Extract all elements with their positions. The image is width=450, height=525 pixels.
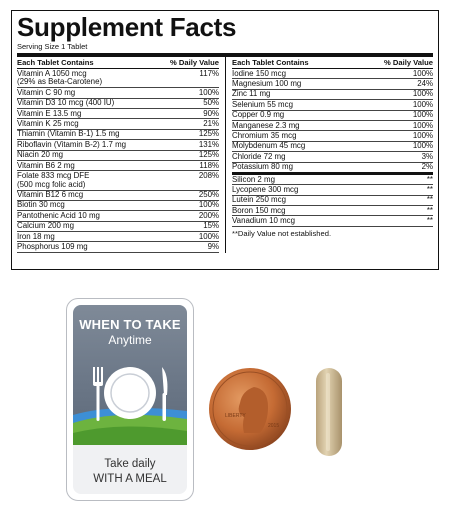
nutrient-daily-value: 100% — [198, 200, 219, 210]
nutrient-row — [232, 90, 433, 100]
badge-inner — [73, 305, 187, 494]
badge-subheading: Anytime — [108, 333, 152, 347]
nutrient-daily-value: 100% — [412, 110, 433, 120]
nutrient-row — [232, 111, 433, 121]
badge-instruction: Take daily — [104, 458, 156, 470]
nutrient-daily-value: ** — [426, 174, 433, 184]
nutrient-row — [232, 206, 433, 216]
nutrient-name: Riboflavin (Vitamin B-2) 1.7 mg — [17, 139, 127, 149]
nutrient-name: Niacin 20 mg — [17, 150, 64, 160]
nutrient-name: Lycopene 300 mcg — [232, 184, 299, 194]
nutrient-name: Chromium 35 mcg — [232, 130, 297, 140]
nutrient-row — [232, 185, 433, 195]
nutrient-name: Selenium 55 mcg — [232, 99, 293, 109]
nutrient-daily-value: 100% — [412, 130, 433, 140]
nutrient-name: Vitamin A 1050 mcg (29% as Beta-Carotene) — [17, 68, 103, 87]
nutrient-name: Silicon 2 mg — [232, 174, 275, 184]
nutrient-daily-value: 100% — [198, 231, 219, 241]
coin-liberty: LIBERTY — [225, 413, 246, 419]
nutrient-row — [17, 232, 219, 242]
nutrient-daily-value: 50% — [203, 98, 219, 108]
nutrient-name: Potassium 80 mg — [232, 162, 293, 172]
nutrient-name: Lutein 250 mcg — [232, 195, 286, 205]
right-column-header — [232, 57, 433, 69]
left-rows — [17, 69, 219, 253]
nutrient-row — [17, 88, 219, 98]
nutrient-row — [17, 191, 219, 201]
nutrient-name: Vitamin D3 10 mcg (400 IU) — [17, 98, 115, 108]
badge-heading: WHEN TO TAKE — [79, 317, 181, 332]
nutrient-row — [232, 79, 433, 89]
when-to-take-badge — [66, 298, 194, 501]
coin-year: 2015 — [268, 423, 280, 429]
nutrient-name: Folate 833 mcg DFE (500 mcg folic acid) — [17, 170, 90, 189]
nutrient-name: Pantothenic Acid 10 mg — [17, 210, 100, 220]
nutrient-daily-value: 250% — [198, 190, 219, 200]
nutrient-row — [17, 242, 219, 252]
nutrient-name: Vanadium 10 mcg — [232, 216, 296, 226]
nutrient-row — [17, 69, 219, 88]
nutrient-name: Vitamin B12 6 mcg — [17, 190, 84, 200]
multivitamin-tablet — [314, 367, 344, 457]
nutrient-name: Biotin 30 mcg — [17, 200, 65, 210]
nutrient-daily-value: ** — [426, 184, 433, 194]
nutrient-name: Manganese 2.3 mg — [232, 120, 300, 130]
nutrient-row — [232, 131, 433, 141]
panel-title: Supplement Facts — [17, 12, 237, 42]
nutrient-name: Iodine 150 mcg — [232, 68, 286, 78]
nutrient-daily-value: 21% — [203, 118, 219, 128]
plate-icon — [104, 367, 156, 419]
left-column-header — [17, 57, 219, 69]
nutrient-row — [232, 142, 433, 152]
nutrient-daily-value: 117% — [199, 68, 219, 78]
badge-instruction-meal: WITH A MEAL — [93, 473, 167, 485]
right-rows-minerals — [232, 69, 433, 175]
nutrient-daily-value: ** — [426, 205, 433, 215]
nutrient-row — [17, 201, 219, 211]
nutrient-name: Zinc 11 mg — [232, 89, 271, 99]
nutrient-row — [17, 130, 219, 140]
left-header-dv: % Daily Value — [170, 58, 219, 67]
nutrient-daily-value: 90% — [203, 108, 219, 118]
meal-illustration — [73, 353, 187, 445]
nutrient-name: Thiamin (Vitamin B-1) 1.5 mg — [17, 129, 120, 139]
nutrient-daily-value: 100% — [412, 99, 433, 109]
nutrient-daily-value: 100% — [412, 120, 433, 130]
nutrient-row — [232, 69, 433, 79]
nutrient-name: Vitamin E 13.5 mg — [17, 108, 82, 118]
nutrient-row — [17, 151, 219, 161]
nutrient-name: Vitamin C 90 mg — [17, 87, 76, 97]
nutrient-row — [17, 161, 219, 171]
right-column — [225, 57, 433, 253]
left-column — [17, 57, 225, 253]
nutrient-daily-value: ** — [426, 195, 433, 205]
right-header-dv: % Daily Value — [384, 58, 433, 67]
right-header-name: Each Tablet Contains — [232, 58, 309, 67]
nutrient-name: Molybdenum 45 mcg — [232, 141, 306, 151]
nutrient-row — [17, 140, 219, 150]
right-rows-other — [232, 175, 433, 227]
nutrient-name: Calcium 200 mg — [17, 221, 75, 231]
nutrient-row — [232, 152, 433, 162]
nutrient-name: Boron 150 mcg — [232, 205, 286, 215]
nutrient-name: Magnesium 100 mg — [232, 78, 302, 88]
nutrient-daily-value: 2% — [421, 162, 433, 172]
supplement-facts-panel — [11, 10, 439, 270]
nutrient-daily-value: 9% — [207, 242, 219, 252]
nutrient-daily-value: 118% — [199, 160, 219, 170]
footnote: **Daily Value not established. — [232, 228, 332, 238]
nutrient-row — [232, 175, 433, 185]
nutrient-daily-value: 100% — [198, 87, 219, 97]
nutrient-row — [17, 211, 219, 221]
nutrient-row — [17, 109, 219, 119]
nutrient-daily-value: 100% — [412, 89, 433, 99]
nutrient-row — [232, 121, 433, 131]
nutrient-name: Chloride 72 mg — [232, 151, 286, 161]
facts-columns — [17, 57, 433, 253]
nutrient-name: Copper 0.9 mg — [232, 110, 285, 120]
nutrient-daily-value: ** — [426, 216, 433, 226]
nutrient-daily-value: 200% — [198, 210, 219, 220]
nutrient-daily-value: 15% — [203, 221, 219, 231]
nutrient-row — [232, 163, 433, 175]
nutrient-row — [232, 216, 433, 226]
nutrient-name: Vitamin B6 2 mg — [17, 160, 75, 170]
nutrient-name: Vitamin K 25 mcg — [17, 118, 79, 128]
nutrient-row — [17, 171, 219, 190]
serving-size: Serving Size 1 Tablet — [17, 42, 88, 51]
nutrient-row — [232, 196, 433, 206]
left-header-name: Each Tablet Contains — [17, 58, 94, 67]
nutrient-daily-value: 208% — [198, 170, 219, 180]
nutrient-daily-value: 125% — [198, 150, 219, 160]
nutrient-daily-value: 100% — [412, 68, 433, 78]
nutrient-daily-value: 3% — [421, 151, 433, 161]
nutrient-name: Phosphorus 109 mg — [17, 242, 88, 252]
nutrient-daily-value: 125% — [198, 129, 219, 139]
nutrient-row — [232, 100, 433, 110]
nutrient-daily-value: 131% — [198, 139, 219, 149]
nutrient-daily-value: 24% — [417, 78, 433, 88]
nutrient-daily-value: 100% — [412, 141, 433, 151]
nutrient-row — [17, 119, 219, 129]
penny-coin — [208, 367, 292, 451]
tablet-highlight — [326, 373, 330, 451]
nutrient-row — [17, 222, 219, 232]
nutrient-name: Iron 18 mg — [17, 231, 55, 241]
nutrient-row — [17, 99, 219, 109]
